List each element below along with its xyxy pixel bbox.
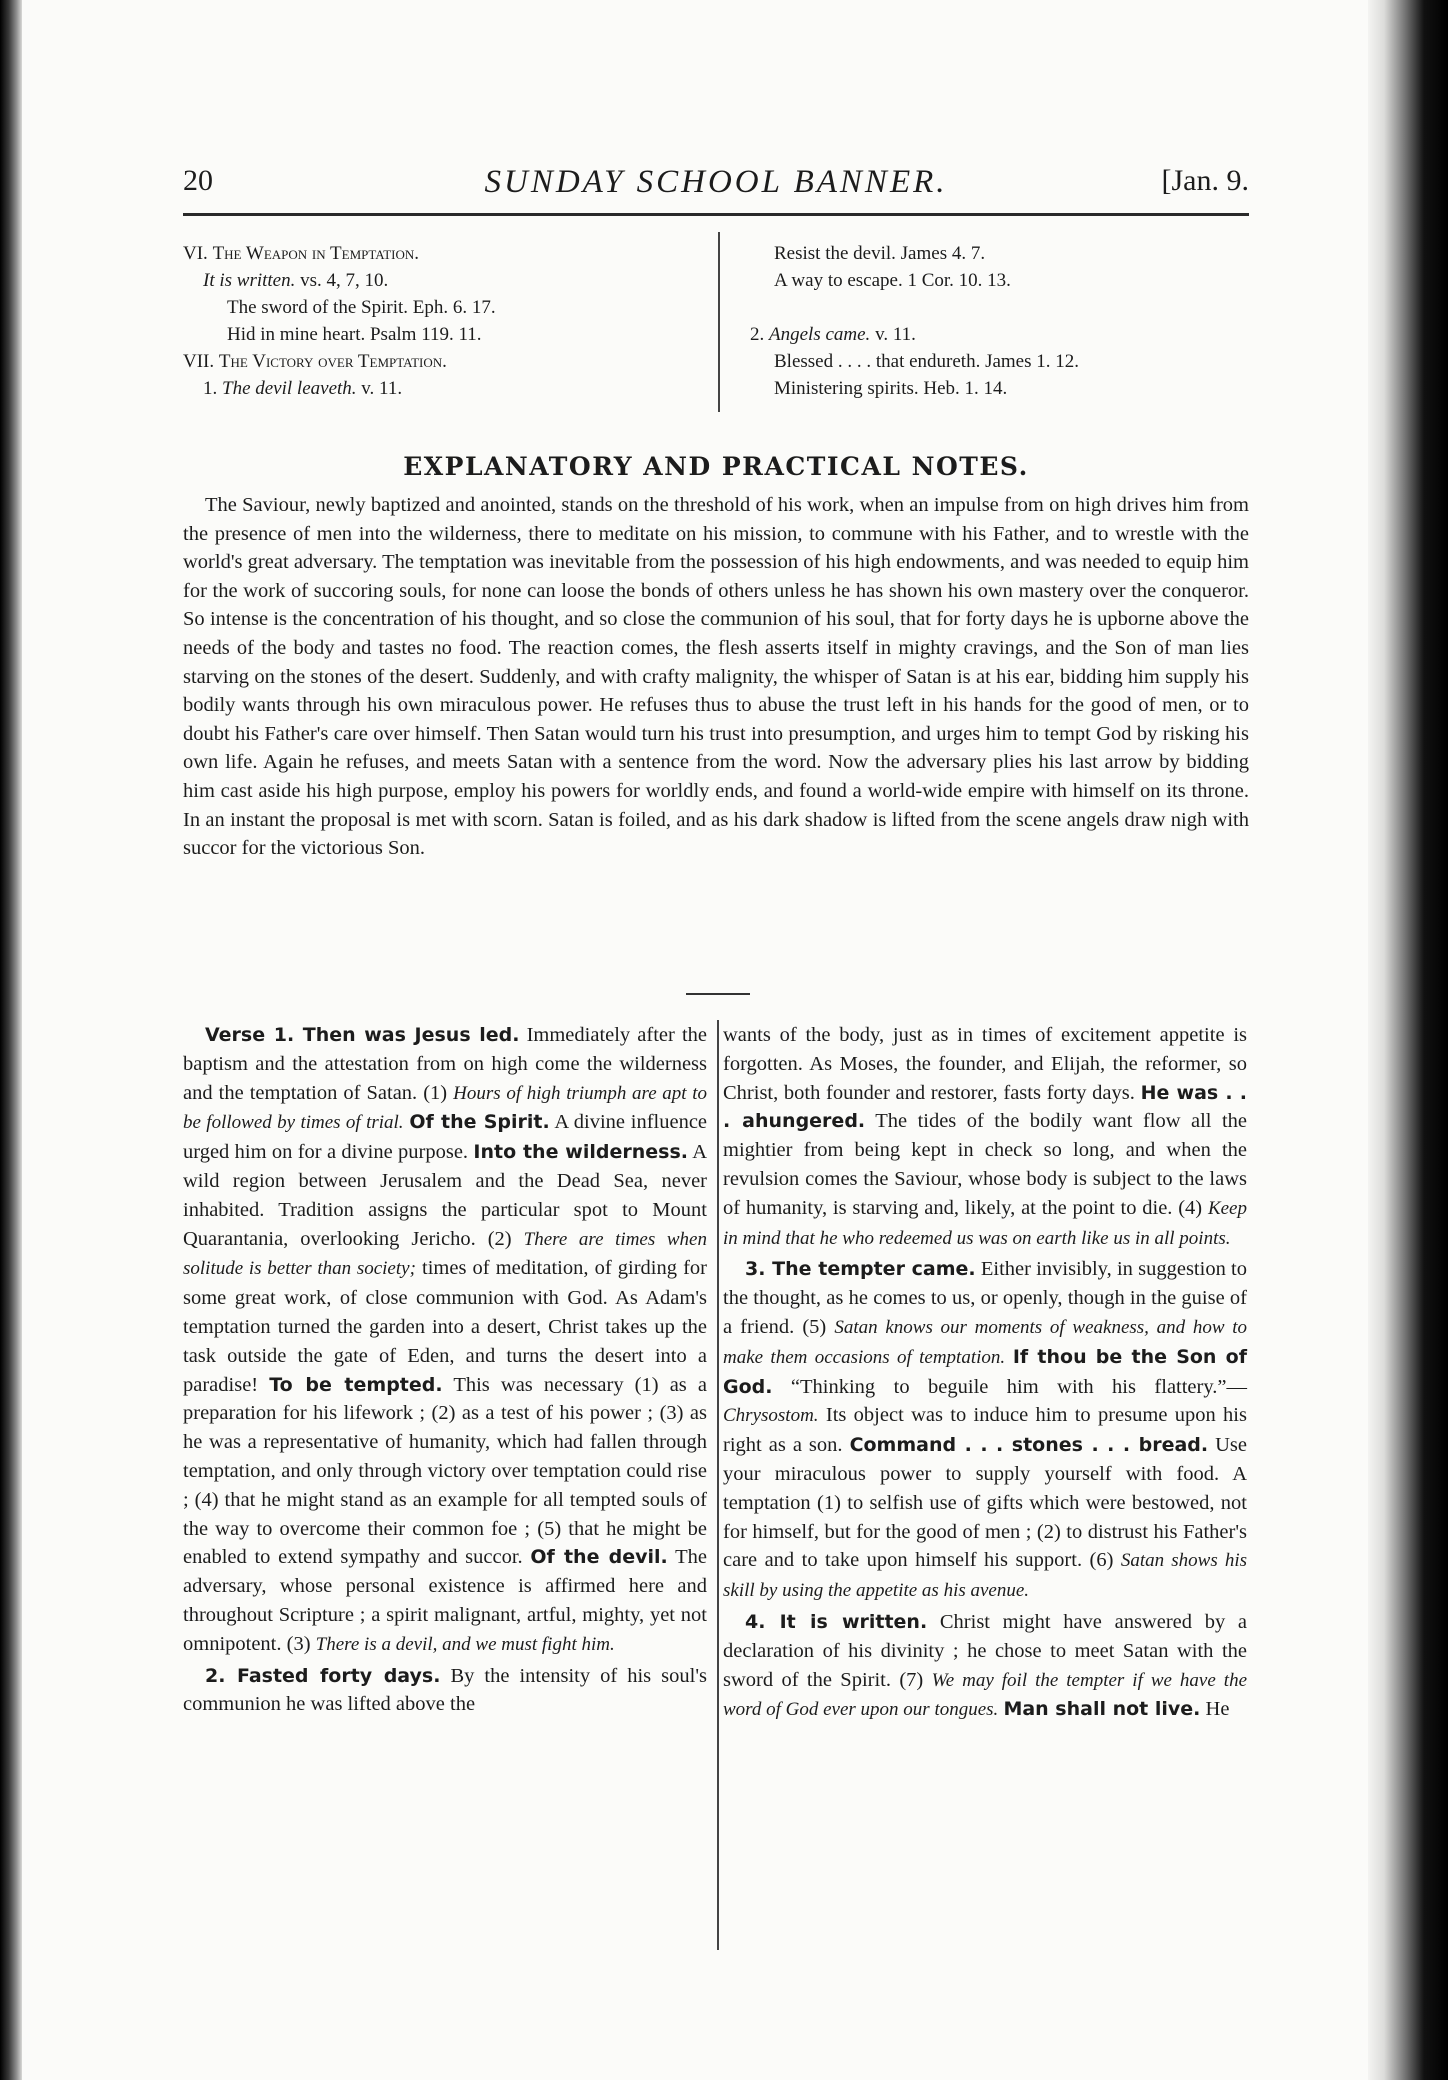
running-header <box>183 164 1249 208</box>
note-text: The tides of the bodily want flow all the mightier from being kept in check so long, and when the revulsion comes the Saviour, whose body is subject to the laws of humanity, is starving and, likely, at the point to die. (4) <box>723 1110 1247 1219</box>
outline-line: Blessed . . . . that endureth. James 1. 12. <box>774 351 1080 372</box>
note-paragraph <box>723 1608 1247 1725</box>
issue-date: [Jan. 9. <box>1161 164 1249 197</box>
outline-line: A way to escape. 1 Cor. 10. 13. <box>774 270 1011 291</box>
bold-lemma: Into the wilderness. <box>473 1141 688 1164</box>
note-text: By the intensity of his soul's communion he was lifted above the <box>183 1664 707 1716</box>
note-text: Either invisibly, in suggestion to the thought, as he comes to us, or openly, though in the guise of a friend. (5) <box>723 1258 1247 1338</box>
italic-lesson: There are times when solitude is better than society; <box>183 1228 707 1280</box>
outline-line: 1. The devil leaveth. v. 11. <box>203 378 403 399</box>
outline-line: The sword of the Spirit. Eph. 6. 17. <box>227 297 496 318</box>
bold-lemma: Man shall not live. <box>1003 1698 1201 1721</box>
page-number: 20 <box>183 164 213 197</box>
note-text: A wild region between Jerusalem and the Dead Sea, never inhabited. Tradition assigns the particular spot to Mount Quarantania, overlooking Jericho. (2) <box>183 1141 708 1250</box>
note-text: He <box>1200 1698 1230 1721</box>
outline-line: Resist the devil. James 4. 7. <box>774 243 986 264</box>
intro-paragraph: The Saviour, newly baptized and anointed, stands on the threshold of his work, when an impulse from on high drives him from the presence of men into the wilderness, there to meditate on his mission, to commune with his Father, and to wrestle with the world's great adversary. The temptation was inevitable from the possession of his high endowments, and was needed to equip him for the work of succoring souls, for none can loose the bonds of others unless he has shown his own mastery over the conqueror. So intense is the concentration of his thought, and so close the communion of his soul, that for forty days he is upborne above the needs of the body and tastes no food. The reaction comes, the flesh asserts itself in mighty cravings, and the Son of man lies starving on the stones of the desert. Suddenly, and with crafty malignity, the whisper of Satan is at his ear, bidding him supply his bodily wants through his own miraculous power. He refuses thus to abuse the trust left in his hands for the good of men, or to doubt his Father's care over himself. Then Satan would turn his trust into presumption, and urges him to tempt God by risking his own life. Again he refuses, and meets Satan with a sentence from the word. Now the adversary plies his last arrow by bidding him cast aside his high purpose, employ his powers for worldly ends, and found a world-wide empire with himself on its throne. In an instant the proposal is met with scorn. Satan is foiled, and as his dark shadow is lifted from the scene angels draw nigh with succor for the victorious Son. <box>183 494 1249 860</box>
outline-line: Ministering spirits. Heb. 1. 14. <box>774 378 1008 399</box>
header-rule <box>183 213 1249 216</box>
bold-lemma: Command . . . stones . . . bread. <box>849 1434 1209 1457</box>
outline-left-column <box>183 240 703 402</box>
note-paragraph <box>723 1255 1247 1606</box>
outline-right-column <box>750 240 1250 402</box>
italic-lesson: We may foil the tempter if we have the word of God ever upon our tongues. <box>723 1669 1247 1721</box>
note-text: Immediately after the baptism and the attestation from on high come the wilderness and the temptation of Satan. (1) <box>183 1024 707 1104</box>
bold-lemma: Of the Spirit. <box>409 1111 550 1134</box>
bold-lemma: 2. Fasted forty days. <box>205 1664 441 1687</box>
note-text: This was necessary (1) as a preparation for his lifework ; (2) as a test of his power ; (3) as he was a representative of humanity, which had fallen through temptation, and only through victory over temptation could rise ; (4) that he might stand as an example for all tempted souls of the way to overcome their common foe ; (5) that he might be enabled to extend sympathy and succor. <box>183 1373 707 1569</box>
outline-spacer <box>750 294 1250 321</box>
bold-lemma: 3. The tempter came. <box>745 1258 976 1281</box>
italic-lesson: Hours of high triumph are apt to be followed by times of trial. <box>183 1082 708 1134</box>
italic-lesson: Satan shows his skill by using the appetite as his avenue. <box>723 1550 1247 1602</box>
bold-lemma: Of the devil. <box>530 1546 668 1569</box>
periodical-title: SUNDAY SCHOOL BANNER. <box>484 164 948 200</box>
italic-lesson: There is a devil, and we must fight him. <box>315 1633 615 1655</box>
outline-line: VII. The Victory over Temptation. <box>183 351 447 372</box>
note-text: “Thinking to beguile him with his flattery.”— <box>772 1375 1247 1398</box>
italic-lesson: Chrysostom. <box>723 1405 819 1427</box>
italic-lesson: Satan knows our moments of weakness, and how to make them occasions of temptation. <box>723 1316 1247 1368</box>
section-rule <box>686 993 750 995</box>
note-text <box>1005 1346 1013 1368</box>
bold-lemma: If thou be the Son of God. <box>723 1345 1247 1398</box>
note-paragraph <box>183 1662 707 1720</box>
note-text: Christ might have answered by a declaration of his divinity ; he chose to meet Satan with the sword of the Spirit. (7) <box>723 1610 1247 1691</box>
note-text: A divine influence urged him on for a divine purpose. <box>183 1111 708 1164</box>
notes-left-column <box>183 1021 707 1721</box>
outline-line: Hid in mine heart. Psalm 119. 11. <box>227 324 482 345</box>
note-text: Its object was to induce him to presume upon his right as a son. <box>723 1404 1247 1457</box>
outline-line: 2. Angels came. v. 11. <box>750 324 916 345</box>
bold-lemma: He was . . . ahungered. <box>723 1081 1247 1133</box>
bold-lemma: To be tempted. <box>269 1373 443 1396</box>
outline-divider <box>718 232 720 412</box>
note-text: wants of the body, just as in times of excitement appetite is forgotten. As Moses, the founder, and Elijah, the reformer, so Christ, both founder and restorer, fasts forty days. <box>723 1024 1247 1104</box>
bold-lemma: Verse 1. Then was Jesus led. <box>205 1024 520 1046</box>
outline-line: It is written. vs. 4, 7, 10. <box>203 270 389 291</box>
outline-line: VI. The Weapon in Temptation. <box>183 243 420 264</box>
notes-heading: EXPLANATORY AND PRACTICAL NOTES. <box>403 452 1029 481</box>
notes-right-column <box>723 1021 1247 1727</box>
note-text: The adversary, whose personal existence is affirmed here and throughout Scripture ; a spirit malignant, artful, mighty, yet not omnipotent. (3) <box>183 1546 707 1655</box>
note-paragraph <box>183 1021 707 1660</box>
column-divider <box>717 1020 719 1950</box>
note-text: Use your miraculous power to supply yourself with food. A temptation (1) to selfish use of gifts which were bestowed, not for himself, but for the good of men ; (2) to distrust his Father's care and to take upon himself his support. (6) <box>723 1434 1248 1572</box>
note-text: times of meditation, of girding for some great work, of close communion with God. As Adam's temptation turned the garden into a desert, Christ takes up the task outside the gate of Eden, and turns the desert into a paradise! <box>183 1257 707 1396</box>
note-paragraph <box>723 1021 1247 1253</box>
bold-lemma: 4. It is written. <box>745 1610 928 1633</box>
italic-lesson: Keep in mind that he who redeemed us was on earth like us in all points. <box>723 1197 1247 1249</box>
